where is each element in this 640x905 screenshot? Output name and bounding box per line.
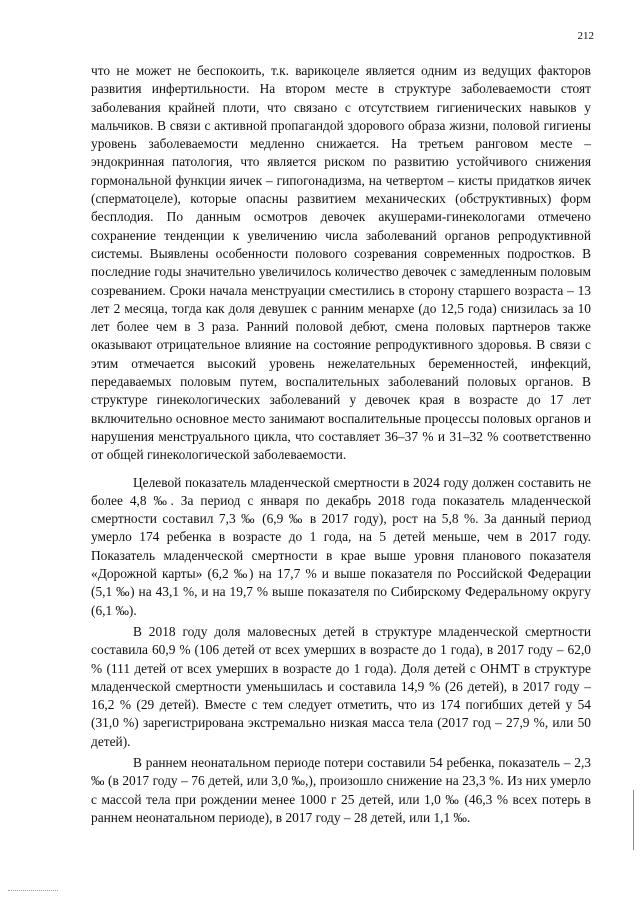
paragraph-early-neonatal: В раннем неонатальном периоде потери составили 54 ребенка, показатель – 2,3 ‰ (в 2017 году – 76 детей, или 3,0 ‰,), произошло снижение на 23,3 %. Из них умерло с массой тела при рождении менее 1000 г 25 детей, или 1,0 ‰ (46,3 % всех потерь в раннем неонатальном периоде), в 2017 году – 28 детей, или 1,1 ‰. [91,754,591,825]
page-number: 212 [577,30,594,42]
paragraph-reproductive-health: что не может не беспокоить, т.к. варикоцеле является одним из ведущих факторов развития инфертильности. На втором месте в структуре заболеваемости стоят заболевания крайней плоти, что связано с отсутствием гигиенических навыков у мальчиков. В связи с активной пропагандой здорового образа жизни, половой гигиены уровень заболеваемости медленно снижается. На третьем ранговом месте – эндокринная патология, что является риском по развитию устойчивого снижения гормональной функции яичек – гипогонадизма, на четвертом – кисты придатков яичек (сперматоцеле), которые опасны развитием механических (обструктивных) форм бесплодия. По данным осмотров девочек акушерами-гинекологами отмечено сохранение тенденции к увеличению числа заболеваний органов репродуктивной системы. Выявлены особенности полового созревания современных подростков. В последние годы значительно увеличилось количество девочек с замедленным половым созреванием. Сроки начала менструации сместились в сторону старшего возраста – 13 лет 2 месяца, тогда как доля девушек с ранним менархе (до 12,5 года) снизилась за 10 лет более чем в 3 раза. Ранний половой дебют, смена половых партнеров также оказывают отрицательное влияние на состояние репродуктивного здоровья. В связи с этим отмечается высокий уровень нежелательных беременностей, инфекций, передаваемых половым путем, воспалительных заболеваний половых органов. В структуре гинекологических заболеваний у девочек края в возрасте до 17 лет включительно основное место занимают воспалительные процессы половых органов и нарушения менструального цикла, что составляет 36–37 % и 31–32 % соответственно от общей гинекологической заболеваемости. [91,63,591,463]
page-body [91,62,591,827]
scan-artifact [8,890,58,891]
paragraph-infant-mortality: Целевой показатель младенческой смертности в 2024 году должен составить не более 4,8 ‰. За период с января по декабрь 2018 года показатель младенческой смертности составил 7,3 ‰ (6,9 ‰ в 2017 году), рост на 5,8 %. За данный период умерло 174 ребенка в возрасте до 1 года, на 5 детей меньше, чем в 2017 году. Показатель младенческой смертности в крае выше уровня планового показателя «Дорожной карты» (6,2 ‰) на 17,7 % и выше показателя по Российской Федерации (5,1 ‰) на 43,1 %, и на 19,7 % выше показателя по Сибирскому Федеральному округу (6,1 ‰). [91,474,591,618]
scan-edge-mark [633,790,634,850]
paragraph-low-birth-weight: В 2018 году доля маловесных детей в структуре младенческой смертности составила 60,9 % (106 детей от всех умерших в возрасте до 1 года), в 2017 году – 62,0 % (111 детей от всех умерших в возрасте до 1 года). Доля детей с ОНМТ в структуре младенческой смертности уменьшилась и составила 14,9 % (26 детей), в 2017 году – 16,2 % (29 детей). Вместе с тем следует отметить, что из 174 погибших детей у 54 (31,0 %) зарегистрирована экстремально низкая масса тела (2017 год – 27,9 %, или 50 детей). [91,623,591,749]
